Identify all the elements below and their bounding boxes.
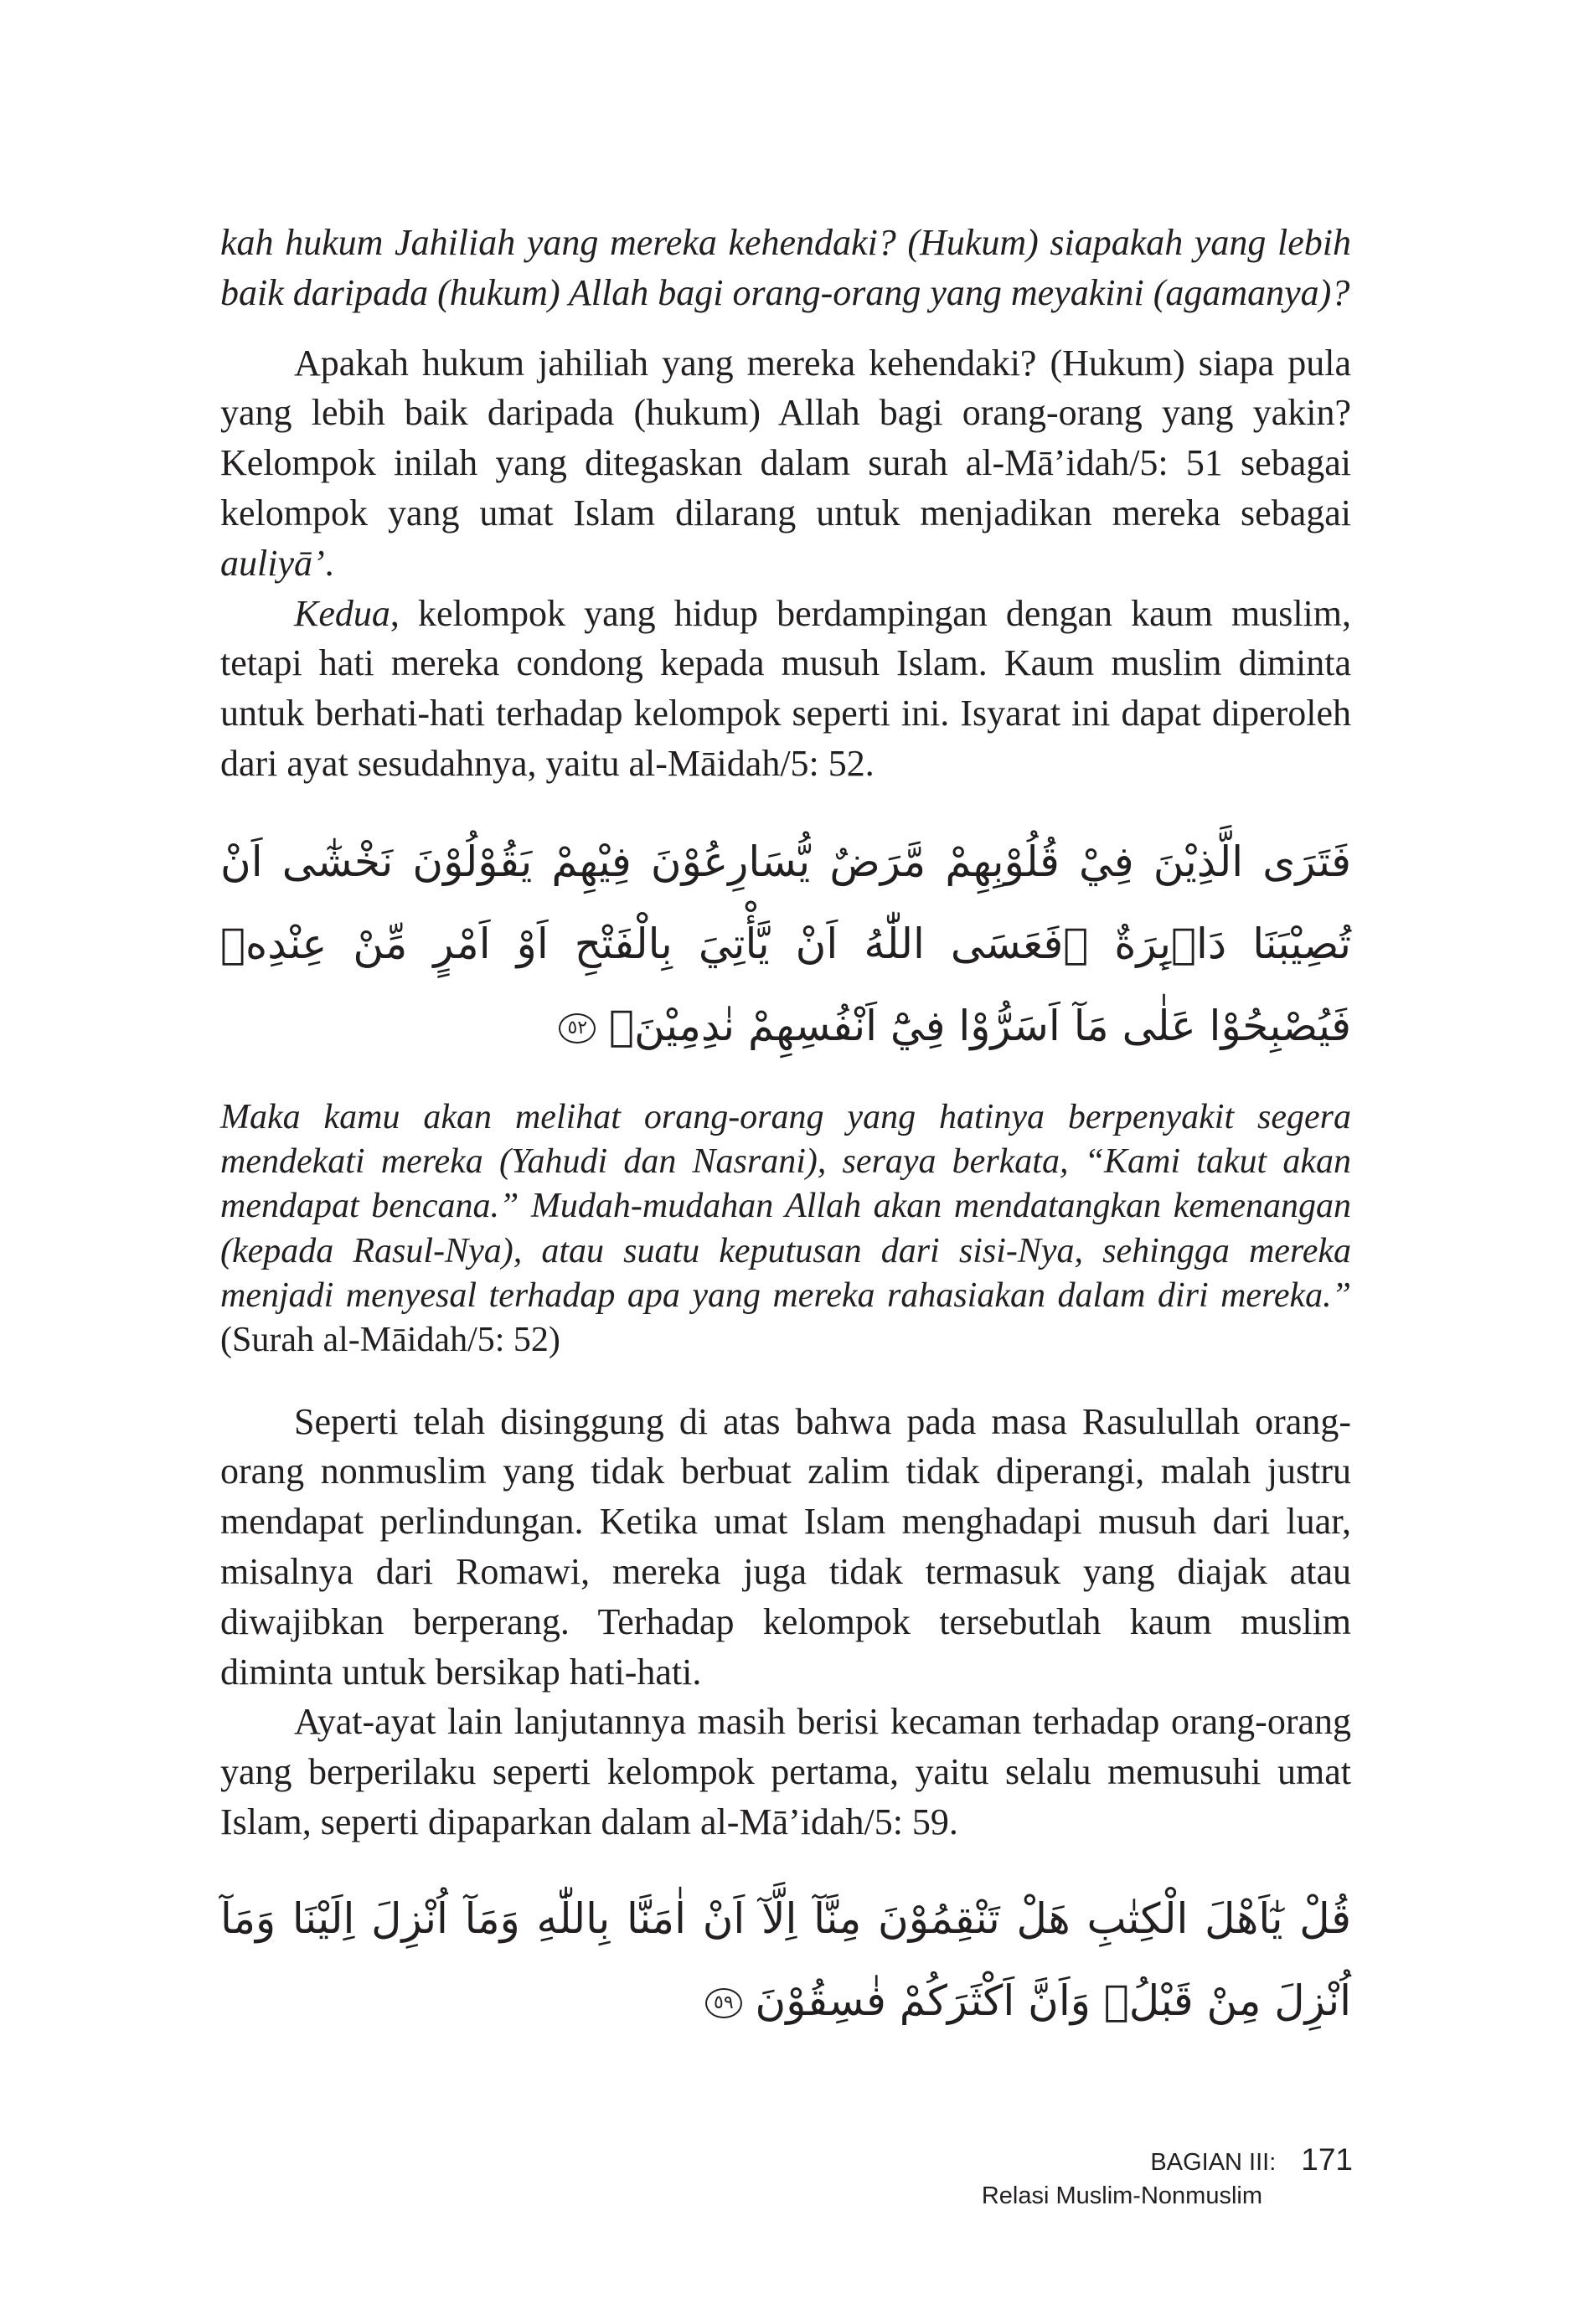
italic-term: auliyā’ bbox=[220, 542, 325, 584]
quran-verse-arabic bbox=[220, 821, 1351, 1067]
arabic-text: فَتَرَى الَّذِيْنَ فِيْ قُلُوْبِهِمْ مَّرَضٌ يُّسَارِعُوْنَ فِيْهِمْ يَقُوْلُوْنَ نَخْشٰٓى اَنْ تُصِيْبَنَا دَاۤىِٕرَةٌ ۗفَعَسَى اللّٰهُ اَنْ يَّأْتِيَ بِالْفَتْحِ اَوْ اَمْرٍ مِّنْ عِنْدِهٖ فَيُصْبِحُوْا عَلٰى مَآ اَسَرُّوْا فِيْٓ اَنْفُسِهِمْ نٰدِمِيْنَۗ bbox=[220, 837, 1351, 1050]
arabic-text: قُلْ يٰٓاَهْلَ الْكِتٰبِ هَلْ تَنْقِمُوْنَ مِنَّآ اِلَّآ اَنْ اٰمَنَّا بِاللّٰهِ وَمَآ اُنْزِلَ اِلَيْنَا وَمَآ اُنْزِلَ مِنْ قَبْلُۙ وَاَنَّ اَكْثَرَكُمْ فٰسِقُوْنَ bbox=[220, 1894, 1351, 2025]
ayah-number-marker: ٥٩ bbox=[705, 1988, 742, 2018]
quran-verse-arabic bbox=[220, 1878, 1351, 2042]
section-label: BAGIAN III: bbox=[1150, 2149, 1277, 2176]
paragraph-end: . bbox=[324, 542, 334, 584]
paragraph bbox=[220, 589, 1351, 789]
verse-translation-continued: kah hukum Jahiliah yang mereka kehendaki? (Hukum) siapakah yang lebih baik daripada (hukum) Allah bagi orang-orang yang meyakini (agamanya)? bbox=[220, 222, 1351, 313]
paragraph-text: Apakah hukum jahiliah yang mereka kehendaki? (Hukum) siapa pula yang lebih baik daripada (hukum) Allah bagi orang-orang yang yakin? Kelompok inilah yang ditegaskan dalam surah al-Mā’idah/5: 51 sebagai kelompok yang umat Islam dilarang untuk menjadikan mereka sebagai bbox=[220, 342, 1351, 533]
ayah-number-marker: ٥٢ bbox=[559, 1013, 596, 1043]
page-footer bbox=[871, 2142, 1353, 2210]
translation-text: Maka kamu akan melihat orang-orang yang hatinya berpenyakit segera mendekati mereka (Yahudi dan Nasrani), seraya berkata, “Kami takut akan mendapat bencana.” Mudah-mudahan Allah akan mendatangkan kemenangan (kepada Rasul-Nya), atau suatu keputusan dari sisi-Nya, sehingga mereka menjadi menyesal terhadap apa yang mereka rahasiakan dalam diri mereka.” bbox=[220, 1097, 1351, 1315]
verse-translation bbox=[220, 1095, 1351, 1363]
page-number: 171 bbox=[1301, 2142, 1353, 2177]
page-body bbox=[220, 218, 1351, 2042]
paragraph bbox=[220, 338, 1351, 589]
section-title: Relasi Muslim-Nonmuslim bbox=[981, 2182, 1262, 2209]
verse-reference: (Surah al-Māidah/5: 52) bbox=[220, 1321, 560, 1360]
paragraph: Seperti telah disinggung di atas bahwa pada masa Rasulullah orang-orang nonmuslim yang tidak berbuat zalim tidak diperangi, malah justru mendapat perlindungan. Ketika umat Islam menghadapi musuh dari luar, misalnya dari Romawi, mereka juga tidak termasuk yang diajak atau diwajibkan berperang. Terhadap kelompok tersebutlah kaum muslim diminta untuk bersikap hati-hati. bbox=[220, 1400, 1351, 1693]
paragraph: Ayat-ayat lain lanjutannya masih berisi kecaman terhadap orang-orang yang berperilaku seperti kelompok pertama, yaitu selalu memusuhi umat Islam, seperti dipaparkan dalam al-Mā’idah/5: 59. bbox=[220, 1701, 1351, 1842]
paragraph-text: , kelompok yang hidup berdampingan dengan kaum muslim, tetapi hati mereka condong kepada musuh Islam. Kaum muslim diminta untuk berhati-hati terhadap kelompok seperti ini. Isyarat ini dapat diperoleh dari ayat sesudahnya, yaitu al-Māidah/5: 52. bbox=[220, 592, 1351, 784]
italic-term: Kedua bbox=[294, 592, 390, 634]
footer-top-row bbox=[871, 2142, 1353, 2177]
